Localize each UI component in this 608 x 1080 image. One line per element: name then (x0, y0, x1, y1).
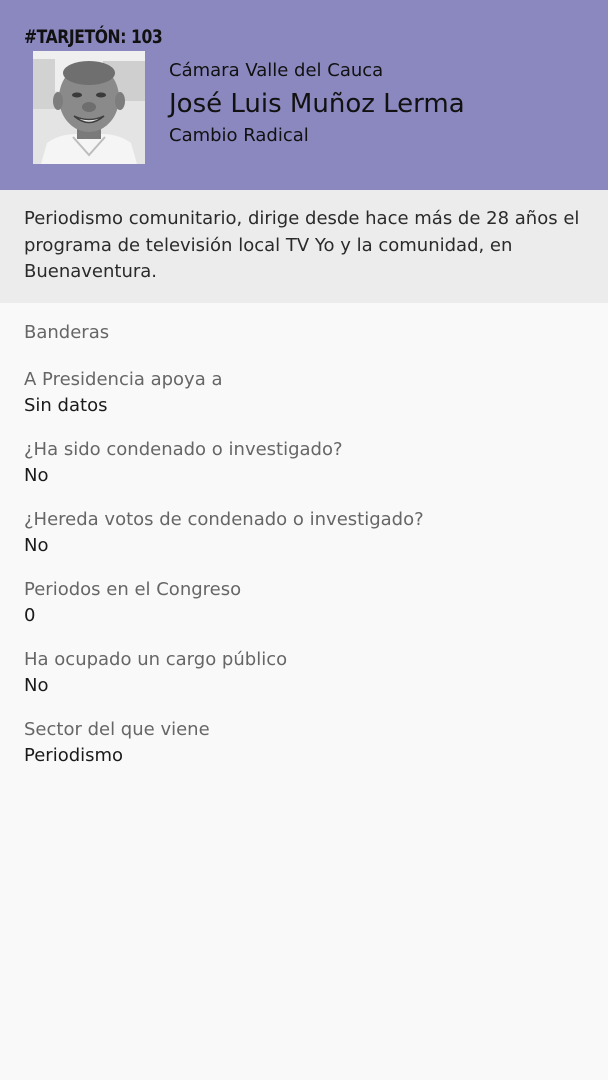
field-value: No (24, 535, 49, 556)
field-label: Periodos en el Congreso (24, 579, 242, 600)
field-congress-periods (24, 577, 584, 629)
party-name: Cambio Radical (169, 125, 309, 146)
candidate-info (169, 59, 596, 148)
candidate-header (0, 0, 608, 190)
field-value: No (24, 675, 49, 696)
candidate-details (0, 303, 608, 769)
bio-text: Periodismo comunitario, dirige desde hace más de 28 años el programa de televisión local TV Yo y la comunidad, en Buenaventura. (24, 208, 580, 282)
field-convicted-investigated (24, 437, 584, 489)
field-value: 0 (24, 605, 36, 626)
field-label: Sector del que viene (24, 719, 210, 740)
field-label: Ha ocupado un cargo público (24, 649, 288, 670)
chamber-label: Cámara Valle del Cauca (169, 60, 384, 81)
field-label: ¿Hereda votos de condenado o investigado? (24, 509, 424, 530)
field-presidency-support (24, 367, 584, 419)
section-title-banderas: Banderas (24, 322, 110, 343)
candidate-name: José Luis Muñoz Lerma (169, 89, 465, 119)
ballot-number-tag: #TARJETÓN: 103 (24, 26, 163, 48)
field-value: Sin datos (24, 395, 108, 416)
candidate-photo (33, 51, 145, 164)
field-label: ¿Ha sido condenado o investigado? (24, 439, 343, 460)
field-label: A Presidencia apoya a (24, 369, 223, 390)
field-value: Periodismo (24, 745, 124, 766)
field-inherits-votes (24, 507, 584, 559)
candidate-bio (0, 190, 608, 303)
field-public-office (24, 647, 584, 699)
field-origin-sector (24, 717, 584, 769)
field-value: No (24, 465, 49, 486)
